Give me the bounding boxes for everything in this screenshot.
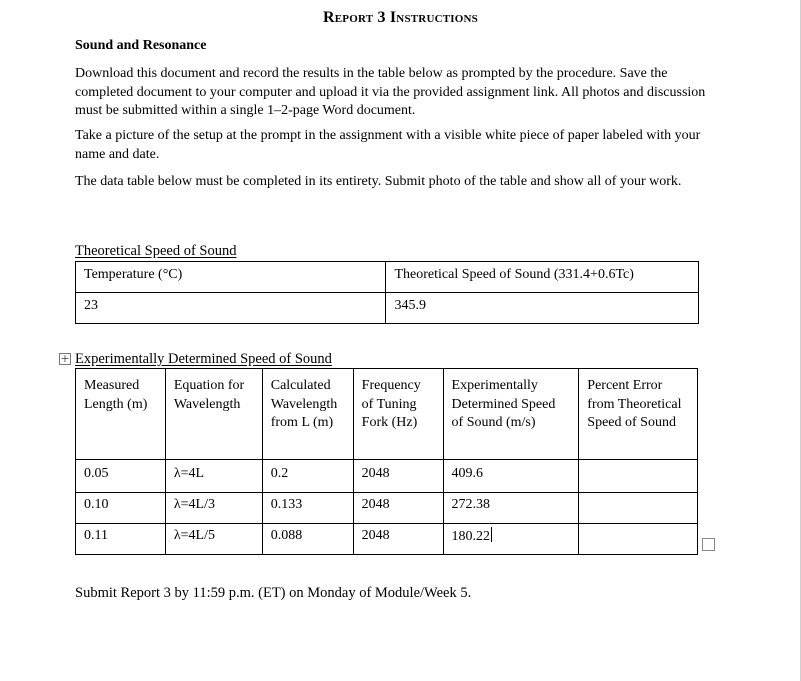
footer-note: Submit Report 3 by 11:59 p.m. (ET) on Monday of Module/Week 5. <box>75 585 472 601</box>
active-cell-text: 180.22 <box>451 529 491 544</box>
table-header-cell[interactable]: Frequency of Tuning Fork (Hz) <box>353 369 443 460</box>
move-icon[interactable]: + <box>60 352 70 365</box>
table-header-cell[interactable]: Calculated Wavelength from L (m) <box>262 369 353 460</box>
table-row <box>76 460 698 493</box>
table-cell[interactable]: 0.11 <box>76 524 166 555</box>
table-cell[interactable]: λ=4L <box>165 460 262 493</box>
theoretical-speed-table <box>75 261 699 324</box>
table-cell[interactable]: 409.6 <box>443 460 579 493</box>
table-header-cell[interactable]: Measured Length (m) <box>76 369 166 460</box>
resize-handle-icon[interactable] <box>702 538 715 551</box>
table-cell[interactable] <box>579 524 698 555</box>
text-cursor <box>491 527 492 542</box>
table-cell[interactable]: λ=4L/3 <box>165 493 262 524</box>
table-row <box>76 524 698 555</box>
table-cell[interactable]: 0.088 <box>262 524 353 555</box>
table-cell[interactable]: 0.2 <box>262 460 353 493</box>
section-heading: Sound and Resonance <box>75 38 207 53</box>
table-cell[interactable]: 0.10 <box>76 493 166 524</box>
table-cell[interactable]: 0.05 <box>76 460 166 493</box>
table-header-cell[interactable]: Percent Error from Theoretical Speed of Sound <box>579 369 698 460</box>
theoretical-table-caption: Theoretical Speed of Sound <box>75 243 237 259</box>
instruction-paragraph-3: The data table below must be completed in its entirety. Submit photo of the table and show all of your work. <box>75 174 682 189</box>
table-header-cell[interactable]: Temperature (°C) <box>76 262 386 293</box>
table-row <box>76 493 698 524</box>
table-cell[interactable]: 2048 <box>353 460 443 493</box>
table-cell[interactable] <box>579 493 698 524</box>
table-header-cell[interactable]: Theoretical Speed of Sound (331.4+0.6Tc) <box>386 262 699 293</box>
table-row <box>76 293 699 324</box>
table-cell[interactable] <box>579 460 698 493</box>
table-cell-active[interactable] <box>443 524 579 555</box>
table-header-row <box>76 262 699 293</box>
table-cell[interactable]: 345.9 <box>386 293 699 324</box>
table-cell[interactable]: 272.38 <box>443 493 579 524</box>
table-cell[interactable]: 2048 <box>353 493 443 524</box>
instruction-paragraph-1: Download this document and record the results in the table below as prompted by the procedure. Save the completed document to your computer and upload it via the provided assignment link. All photos and discussion must be submitted within a single 1–2-page Word document. <box>75 66 706 118</box>
experimental-table-caption: Experimentally Determined Speed of Sound <box>75 351 332 367</box>
instruction-paragraph-2: Take a picture of the setup at the prompt in the assignment with a visible white piece of paper labeled with your name and date. <box>75 128 701 162</box>
experimental-speed-table <box>75 368 698 555</box>
table-header-cell[interactable]: Equation for Wavelength <box>165 369 262 460</box>
table-cell[interactable]: λ=4L/5 <box>165 524 262 555</box>
page-title: Report 3 Instructions <box>323 9 478 26</box>
table-header-cell[interactable]: Experimentally Determined Speed of Sound (m/s) <box>443 369 579 460</box>
table-cell[interactable]: 23 <box>76 293 386 324</box>
table-cell[interactable]: 0.133 <box>262 493 353 524</box>
table-cell[interactable]: 2048 <box>353 524 443 555</box>
table-header-row <box>76 369 698 460</box>
